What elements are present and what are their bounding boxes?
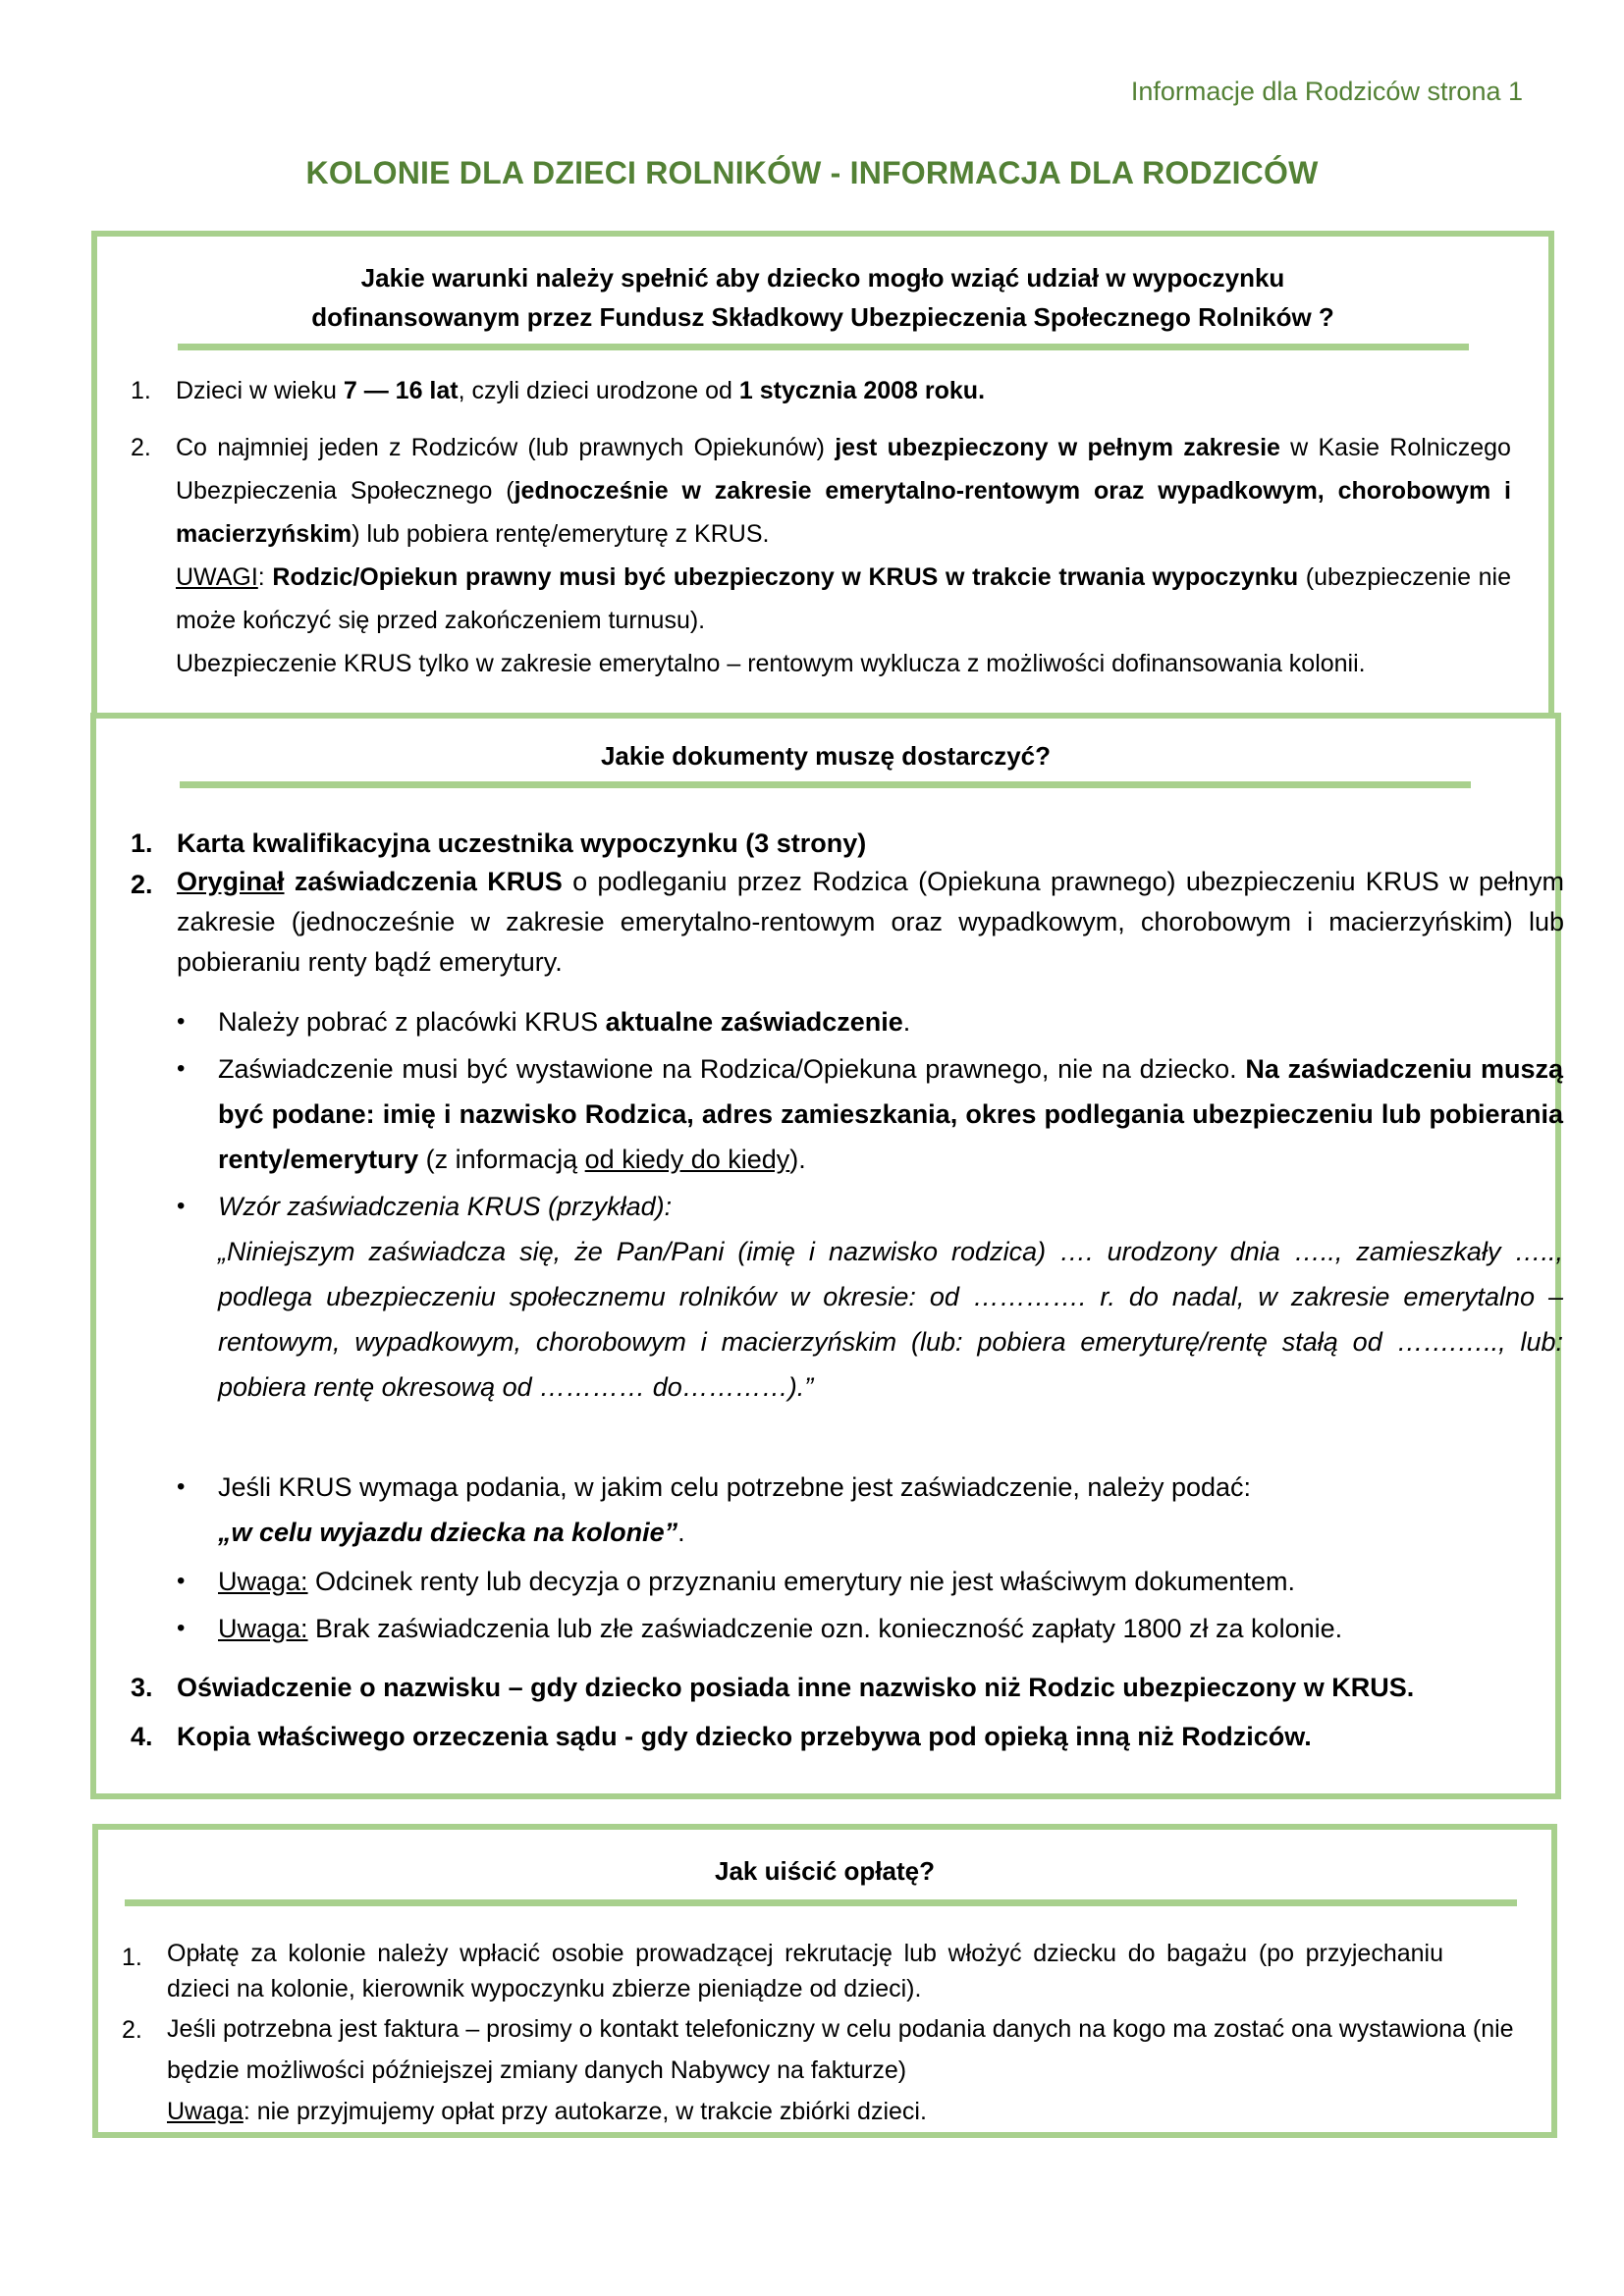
document-title: KOLONIE DLA DZIECI ROLNIKÓW - INFORMACJA DLA RODZICÓW (305, 155, 1319, 190)
documents-bullet-template-quote: „Niniejszym zaświadcza się, że Pan/Pani (imię i nazwisko rodzica) …. urodzony dnia ….., zamieszkały ….., podlega ubezpieczeniu społecznemu rolników w okresie: od …………. r. do nadal, w zakresie emerytalno – rentowym, wypadkowym, chorobowym i macierzyńskim (lub: pobiera emeryturę/rentę stałą od …….….., lub: pobiera rentę okresową od ………… do…………).” (218, 1237, 1563, 1402)
eligibility-note-2: Ubezpieczenie KRUS tylko w zakresie emerytalno – rentowym wyklucza z możliwości dofinansowania kolonii. (176, 650, 1366, 677)
heading-divider (178, 344, 1469, 350)
documents-item-krus-certificate: Oryginał zaświadczenia KRUS o podleganiu przez Rodzica (Opiekuna prawnego) ubezpieczeniu KRUS w pełnym zakresie (jednocześnie w zakresie emerytalno-rentowym oraz wypadkowym, chorobowym i macierzyńskim) lub pobieraniu renty bądź emerytury. (177, 867, 1564, 977)
documents-bullet-warning-fee: Uwaga: Brak zaświadczenia lub złe zaświadczenie ozn. konieczność zapłaty 1800 zł za kolonie. (218, 1614, 1343, 1643)
section-eligibility-heading-line2: dofinansowanym przez Fundusz Składkowy Ubezpieczenia Społecznego Rolników ? (311, 302, 1334, 332)
section-documents-heading: Jakie dokumenty muszę dostarczyć? (600, 741, 1052, 771)
documents-bullet-issued-to: Zaświadczenie musi być wystawione na Rodzica/Opiekuna prawnego, nie na dziecko. Na zaświadczeniu muszą być podane: imię i nazwisko Rodzica, adres zamieszkania, okres podlegania ubezpieczeniu lub pobierania renty/emerytury (z informacją od kiedy do kiedy). (218, 1054, 1563, 1174)
documents-bullet-warning-pension: Uwaga: Odcinek renty lub decyzja o przyznaniu emerytury nie jest właściwym dokumentem. (218, 1567, 1295, 1596)
bullet-icon: • (177, 1193, 186, 1219)
documents-bullet-obtain: Należy pobrać z placówki KRUS aktualne zaświadczenie. (218, 1007, 911, 1037)
payment-note: Uwaga: nie przyjmujemy opłat przy autokarze, w trakcie zbiórki dzieci. (167, 2098, 927, 2125)
documents-item-surname-statement: Oświadczenie o nazwisku – gdy dziecko posiada inne nazwisko niż Rodzic ubezpieczony w KRUS. (177, 1673, 1415, 1702)
section-payment (92, 1824, 1557, 2138)
documents-item-court-order: Kopia właściwego orzeczenia sądu - gdy dziecko przebywa pod opieką inną niż Rodziców. (177, 1722, 1312, 1751)
bullet-icon: • (177, 1008, 186, 1035)
documents-bullet-template-label: Wzór zaświadczenia KRUS (przykład): (218, 1192, 673, 1221)
section-eligibility-heading-line1: Jakie warunki należy spełnić aby dziecko mogło wziąć udział w wypoczynku (360, 263, 1285, 293)
list-number: 2. (122, 2016, 142, 2044)
bullet-icon: • (177, 1055, 186, 1082)
list-number: 4. (131, 1722, 153, 1751)
payment-item-method: Opłatę za kolonie należy wpłacić osobie prowadzącej rekrutację lub włożyć dziecku do bagażu (po przyjechaniu dzieci na kolonie, kierownik wypoczynku zbierze pieniądze od dzieci). (167, 1940, 1443, 2002)
bullet-icon: • (177, 1568, 186, 1594)
bullet-icon: • (177, 1473, 186, 1500)
list-number: 1. (131, 377, 151, 404)
eligibility-item-insurance: Co najmniej jeden z Rodziców (lub prawnych Opiekunów) jest ubezpieczony w pełnym zakresie w Kasie Rolniczego Ubezpieczenia Społecznego (jednocześnie w zakresie emerytalno-rentowym oraz wypadkowym, chorobowym i macierzyńskim) lub pobiera rentę/emeryturę z KRUS. (176, 434, 1511, 548)
list-number: 3. (131, 1673, 153, 1702)
section-eligibility (91, 231, 1554, 723)
documents-bullet-purpose: Jeśli KRUS wymaga podania, w jakim celu potrzebne jest zaświadczenie, należy podać: „w celu wyjazdu dziecka na kolonie”. (218, 1472, 1252, 1547)
section-payment-heading: Jak uiścić opłatę? (715, 1856, 935, 1886)
section-documents (90, 713, 1564, 1799)
list-number: 2. (131, 434, 151, 461)
payment-item-invoice: Jeśli potrzebna jest faktura – prosimy o kontakt telefoniczny w celu podania danych na kogo ma zostać ona wystawiona (nie będzie możliwości późniejszej zmiany danych Nabywcy na fakturze) (167, 2015, 1514, 2084)
heading-divider (125, 1899, 1517, 1906)
list-number: 2. (131, 870, 153, 899)
bullet-icon: • (177, 1615, 186, 1641)
documents-item-card: Karta kwalifikacyjna uczestnika wypoczynku (3 strony) (177, 828, 867, 858)
heading-divider (180, 781, 1471, 788)
eligibility-note: UWAGI: Rodzic/Opiekun prawny musi być ubezpieczony w KRUS w trakcie trwania wypoczynku (ubezpieczenie nie może kończyć się przed zakończeniem turnusu). (176, 563, 1511, 634)
page-header-label: Informacje dla Rodziców strona 1 (1130, 77, 1523, 106)
list-number: 1. (131, 828, 153, 858)
list-number: 1. (122, 1944, 142, 1971)
eligibility-item-age: Dzieci w wieku 7 — 16 lat, czyli dzieci urodzone od 1 stycznia 2008 roku. (176, 377, 986, 404)
